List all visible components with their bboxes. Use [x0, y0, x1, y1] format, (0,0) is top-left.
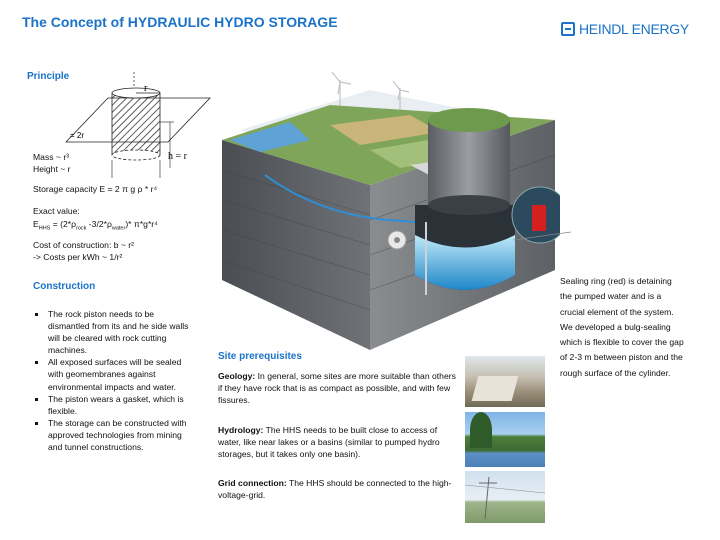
seal-connector [513, 230, 573, 250]
logo-text: HEINDL ENERGY [579, 21, 689, 37]
principle-heading: Principle [27, 71, 70, 82]
construction-list [33, 308, 193, 453]
geology-paragraph: Geology: In general, some sites are more suitable than others if they have rock that is as compact as possible, and with few fissures. [218, 371, 456, 405]
exact-label: Exact value: [33, 206, 80, 216]
page-title: The Concept of HYDRAULIC HYDRO STORAGE [22, 14, 338, 30]
r-label: r [144, 83, 148, 94]
lake-photo [465, 412, 545, 467]
list-item: The piston wears a gasket, which is flexible. [33, 393, 193, 417]
cost-per-kwh-text: -> Costs per kWh ~ 1/r² [33, 252, 123, 262]
storage-illustration [210, 70, 560, 350]
grid-paragraph: Grid connection: The HHS should be connected to the high-voltage-grid. [218, 478, 452, 500]
list-item: The storage can be constructed with approved technologies from mining and tunnel constructions. [33, 417, 193, 453]
company-logo [561, 21, 689, 37]
cost-text: Cost of construction: b ~ r² [33, 240, 135, 250]
height-text: Height ~ r [33, 164, 71, 174]
list-item: All exposed surfaces will be sealed with geomembranes against environmental impacts and water. [33, 356, 193, 392]
sealing-caption: Sealing ring (red) is detaining the pumped water and is a crucial element of the system. We developed a bulg-sealing which is flexible to cover the gap of 2-3 m between piston and the rough surface of the cylinder. [560, 276, 684, 378]
site-heading: Site prerequisites [218, 351, 302, 362]
construction-heading: Construction [33, 281, 96, 292]
two-r-label: = 2r [70, 131, 85, 140]
capacity-text: Storage capacity E = 2 π g ρ * r⁴ [33, 184, 158, 194]
hydrology-paragraph: Hydrology: The HHS needs to be built close to access of water, like near lakes or a basins (similar to pumped hydro storages, but it takes only one basin). [218, 425, 440, 459]
logo-icon [561, 22, 575, 36]
cylinder-diagram [62, 70, 212, 180]
power-line-photo [465, 471, 545, 523]
mass-text: Mass ~ r³ [33, 152, 70, 162]
list-item: The rock piston needs to be dismantled from its and he side walls will be cleared with rock cutting machines. [33, 308, 193, 356]
h-label: h = r [168, 151, 187, 162]
quarry-photo [465, 356, 545, 407]
exact-formula: $E_{HHS} = (2*\rho_{rock}$ $-3/2*\rho_{water})*$ π*g*r⁴ [33, 219, 158, 232]
